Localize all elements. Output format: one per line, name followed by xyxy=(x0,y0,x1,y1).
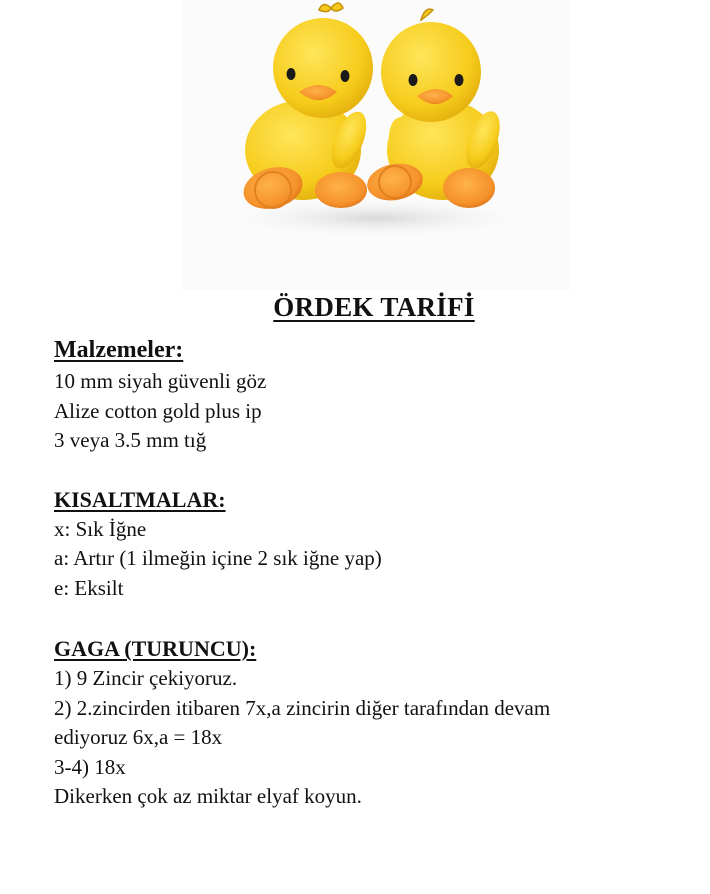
abbreviation-item: e: Eksilt xyxy=(54,575,124,600)
beak-step: Dikerken çok az miktar elyaf koyun. xyxy=(54,784,362,808)
beak-step: 3-4) 18x xyxy=(54,754,126,779)
beak-step: 2) 2.zincirden itibaren 7x,a zincirin diğer tarafından devam xyxy=(54,695,551,720)
duck-photo xyxy=(181,0,571,290)
abbreviation-item: a: Artır (1 ilmeğin içine 2 sık iğne yap) xyxy=(54,546,382,570)
materials-section xyxy=(54,333,690,456)
spacer xyxy=(54,456,690,485)
materials-item: 3 veya 3.5 mm tığ xyxy=(54,428,207,452)
materials-item: Alize cotton gold plus ip xyxy=(54,398,262,423)
amigurumi-ducks-illustration xyxy=(181,0,571,290)
beak-heading: GAGA (TURUNCU): xyxy=(54,636,257,661)
spacer xyxy=(54,603,690,634)
abbreviations-heading: KISALTMALAR: xyxy=(54,486,226,512)
beak-section xyxy=(54,634,690,812)
abbreviations-section xyxy=(54,485,690,604)
beak-step: 1) 9 Zincir çekiyoruz. xyxy=(54,666,238,690)
recipe-content xyxy=(54,333,690,812)
materials-heading: Malzemeler: xyxy=(54,337,184,363)
materials-item: 10 mm siyah güvenli göz xyxy=(54,369,267,393)
page-title: ÖRDEK TARİFİ xyxy=(273,292,475,322)
abbreviation-item: x: Sık İğne xyxy=(54,516,147,541)
beak-step: ediyoruz 6x,a = 18x xyxy=(54,725,223,749)
